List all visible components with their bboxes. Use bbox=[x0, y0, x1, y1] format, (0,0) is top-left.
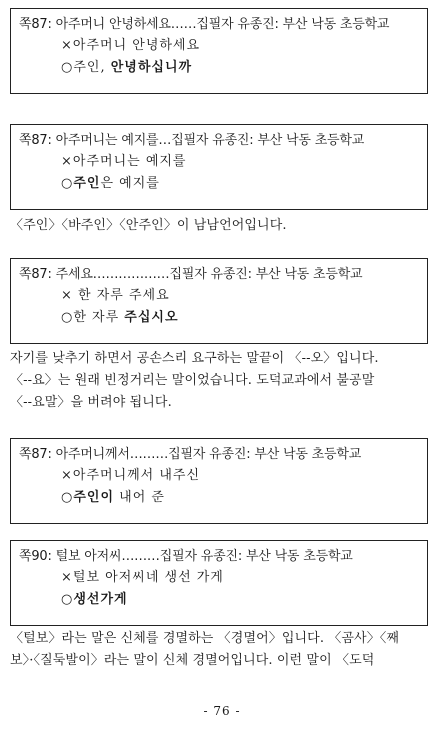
correct-prefix: ○ bbox=[61, 592, 74, 607]
paragraph-line: 보〉·〈질둑발이〉라는 말이 신체 경멸어입니다. 이런 말이 〈도덕 bbox=[10, 653, 375, 668]
correct-example bbox=[19, 589, 419, 611]
correction-box-5 bbox=[10, 540, 428, 626]
paragraph-line: 〈--요말〉을 버려야 됩니다. bbox=[10, 395, 172, 410]
correct-example bbox=[19, 487, 419, 509]
incorrect-example: ×아주머니 안녕하세요 bbox=[61, 38, 201, 53]
incorrect-example: ×아주머니는 예지를 bbox=[61, 154, 187, 169]
incorrect-example: ×아주머니께서 내주신 bbox=[61, 468, 201, 483]
correct-example bbox=[19, 173, 419, 195]
page-number: - 76 - bbox=[203, 704, 241, 718]
correct-emphasis: 안녕하십니까 bbox=[110, 60, 193, 75]
box-heading: 쪽87: 주세요………………집필자 유종진: 부산 낙동 초등학교 bbox=[19, 267, 363, 282]
correct-emphasis: 주십시오 bbox=[124, 310, 179, 325]
box-heading: 쪽90: 털보 아저씨………집필자 유종진: 부산 낙동 초등학교 bbox=[19, 549, 353, 564]
correct-emphasis: 주인이 bbox=[73, 490, 115, 505]
correct-emphasis: 생선가게 bbox=[73, 592, 128, 607]
correction-box-4 bbox=[10, 438, 428, 524]
correct-example bbox=[19, 307, 419, 329]
paragraph-line: 자기를 낮추기 하면서 공손스리 요구하는 말끝이 〈--오〉입니다. bbox=[10, 351, 379, 366]
paragraph-2 bbox=[10, 348, 432, 414]
correction-box-1 bbox=[10, 8, 428, 94]
incorrect-example: × 한 자루 주세요 bbox=[61, 288, 170, 303]
paragraph-line: 〈털보〉라는 말은 신체를 경멸하는 〈경멸어〉입니다. 〈곰사〉〈째 bbox=[10, 631, 400, 646]
paragraph-3 bbox=[10, 628, 432, 672]
paragraph-line: 〈--요〉는 원래 빈정거리는 말이었습니다. 도덕교과에서 불공말 bbox=[10, 373, 375, 388]
box-heading: 쪽87: 아주머니께서………집필자 유종진: 부산 낙동 초등학교 bbox=[19, 447, 362, 462]
correct-prefix: ○ bbox=[61, 490, 74, 505]
correct-prefix: ○주인, bbox=[61, 60, 111, 75]
paragraph-line: 〈주인〉〈바주인〉〈안주인〉이 남남언어입니다. bbox=[10, 218, 287, 233]
correction-box-3 bbox=[10, 258, 428, 344]
correct-suffix: 은 예지를 bbox=[100, 176, 160, 191]
incorrect-example: ×털보 아저씨네 생선 가게 bbox=[61, 570, 224, 585]
box-heading: 쪽87: 아주머니 안녕하세요……집필자 유종진: 부산 낙동 초등학교 bbox=[19, 17, 390, 32]
correct-prefix: ○한 자루 bbox=[61, 310, 125, 325]
paragraph-1 bbox=[10, 215, 432, 237]
correct-emphasis: 주인 bbox=[73, 176, 101, 191]
box-heading: 쪽87: 아주머니는 예지를…집필자 유종진: 부산 낙동 초등학교 bbox=[19, 133, 365, 148]
correct-example bbox=[19, 57, 419, 79]
correct-prefix: ○ bbox=[61, 176, 74, 191]
correct-suffix: 내어 준 bbox=[114, 490, 165, 505]
correction-box-2 bbox=[10, 124, 428, 210]
